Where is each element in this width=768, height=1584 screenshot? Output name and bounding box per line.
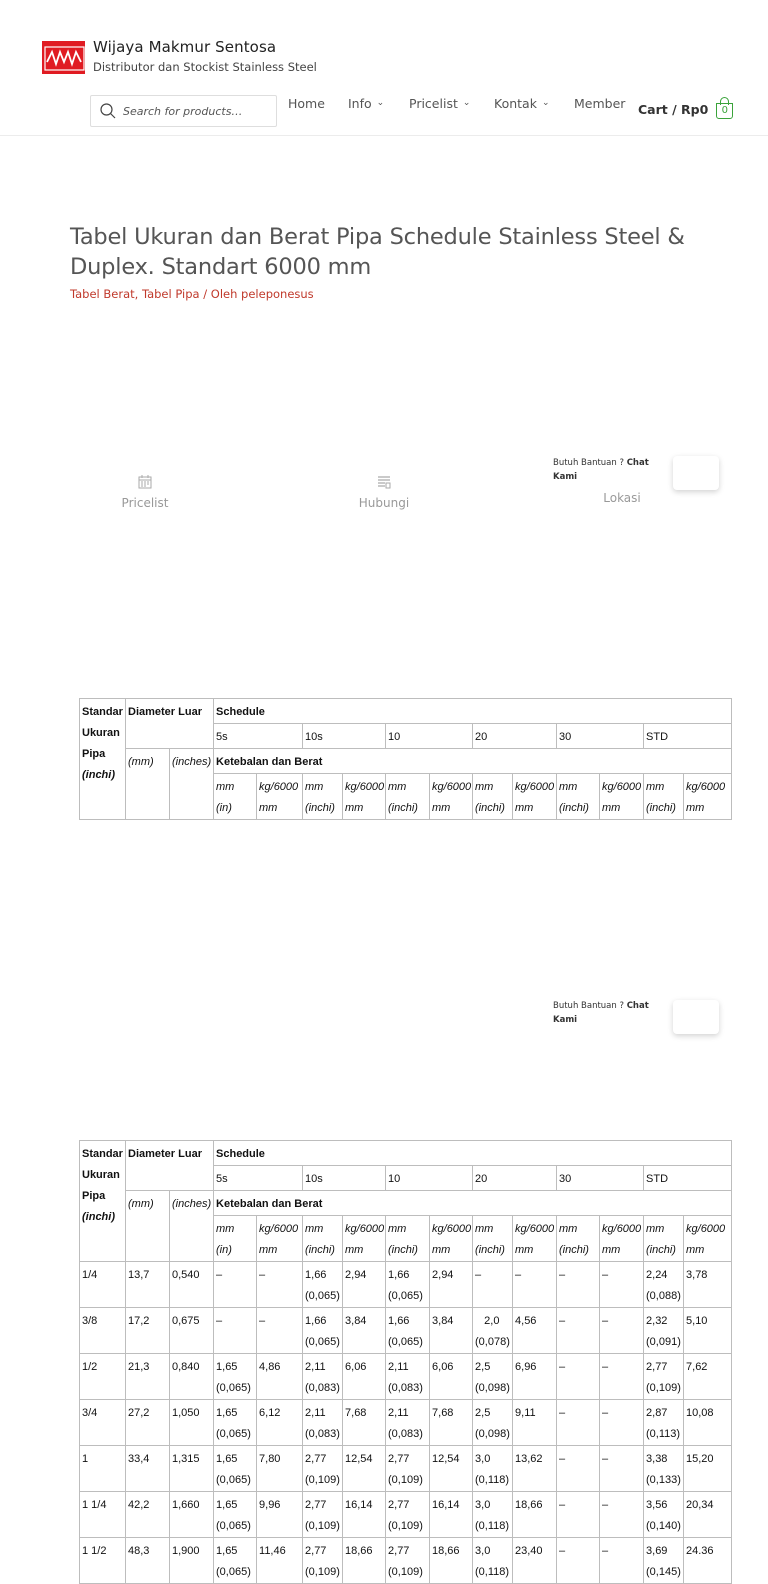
chevron-down-icon: ⌄ xyxy=(541,98,550,108)
header-schedule-10: 10 xyxy=(386,1166,473,1191)
header-schedule-5s: 5s xyxy=(214,1166,303,1191)
header-mm: (mm) xyxy=(126,749,170,820)
cell-value: 12,54 xyxy=(343,1446,386,1492)
header-inches: (inches) xyxy=(170,749,214,820)
cell-value: – xyxy=(557,1262,600,1308)
cell-value: 1,65 (0,065) xyxy=(214,1538,257,1584)
category-link[interactable]: Tabel Pipa xyxy=(141,287,200,301)
site-title[interactable]: Wijaya Makmur Sentosa xyxy=(93,38,277,56)
cell-od-inches: 1,315 xyxy=(170,1446,214,1492)
bottom-bar-lokasi-label: Lokasi xyxy=(603,491,641,505)
cell-value: 1,66 (0,065) xyxy=(386,1308,430,1354)
header-schedule-30: 30 xyxy=(557,1166,644,1191)
cell-value: 18,66 xyxy=(343,1538,386,1584)
meta-separator: / xyxy=(203,287,208,301)
table-row xyxy=(80,1262,732,1308)
nav-member[interactable] xyxy=(574,96,625,111)
bottom-bar-pricelist-label: Pricelist xyxy=(121,496,169,510)
cell-value: 3,84 xyxy=(430,1308,473,1354)
table-row xyxy=(80,1492,732,1538)
nav-member-label: Member xyxy=(574,95,626,111)
cell-value: 12,54 xyxy=(430,1446,473,1492)
cell-value: – xyxy=(557,1354,600,1400)
cell-value: 16,14 xyxy=(343,1492,386,1538)
cell-value: 6,96 xyxy=(513,1354,557,1400)
nav-home-label: Home xyxy=(288,95,325,111)
cell-od-inches: 1,660 xyxy=(170,1492,214,1538)
cell-value: 1,65 (0,065) xyxy=(214,1492,257,1538)
cell-value: – xyxy=(600,1400,644,1446)
cell-value: 15,20 xyxy=(684,1446,732,1492)
cell-value: 2,87 (0,113) xyxy=(644,1400,684,1446)
cell-value: 2,5 (0,098) xyxy=(473,1400,513,1446)
header-unit: mm (inchi) xyxy=(473,1216,513,1262)
header-unit: kg/6000 mm xyxy=(513,774,557,820)
header-unit: mm (inchi) xyxy=(303,1216,343,1262)
header-schedule-std: STD xyxy=(644,724,732,749)
header-unit: kg/6000 mm xyxy=(343,774,386,820)
table-row xyxy=(80,1538,732,1584)
cell-od-mm: 13,7 xyxy=(126,1262,170,1308)
header-unit: kg/6000 mm xyxy=(684,1216,732,1262)
header-unit: mm (inchi) xyxy=(644,1216,684,1262)
cell-value: 5,10 xyxy=(684,1308,732,1354)
header-unit: kg/6000 mm xyxy=(430,1216,473,1262)
floating-bottom-bar xyxy=(0,468,768,528)
header-unit: mm (inchi) xyxy=(557,1216,600,1262)
cell-value: 1,66 (0,065) xyxy=(386,1262,430,1308)
cell-value: 1,66 (0,065) xyxy=(303,1308,343,1354)
cell-value: – xyxy=(257,1262,303,1308)
cell-value: 2,77 (0,109) xyxy=(386,1446,430,1492)
cell-value: 6,06 xyxy=(343,1354,386,1400)
header-schedule-10s: 10s xyxy=(303,1166,386,1191)
table-header-row xyxy=(80,1141,732,1166)
cell-value: 1,66 (0,065) xyxy=(303,1262,343,1308)
cell-value: 2,24 (0,088) xyxy=(644,1262,684,1308)
search-input[interactable] xyxy=(123,105,273,118)
table-clip xyxy=(0,570,768,1578)
header-thickness-weight: Ketebalan dan Berat xyxy=(214,749,732,774)
post-title: Tabel Ukuran dan Berat Pipa Schedule Stainless Steel & Duplex. Standart 6000 mm xyxy=(70,224,685,280)
cell-value: 2,0 (0,078) xyxy=(473,1308,513,1354)
cell-size: 3/8 xyxy=(80,1308,126,1354)
chat-help-text[interactable]: Butuh Bantuan ? Chat Kami xyxy=(553,458,649,482)
cell-value: 24.36 xyxy=(684,1538,732,1584)
header-unit: kg/6000 mm xyxy=(257,1216,303,1262)
cell-value: 2,77 (0,109) xyxy=(303,1492,343,1538)
header-unit: mm (inchi) xyxy=(473,774,513,820)
nav-kontak-label: Kontak xyxy=(494,95,537,111)
header-schedule-20: 20 xyxy=(473,724,557,749)
logo-wave-icon xyxy=(43,42,86,75)
nav-home[interactable] xyxy=(288,96,325,111)
cell-value: – xyxy=(557,1538,600,1584)
cell-value: 18,66 xyxy=(513,1492,557,1538)
cart-count: 0 xyxy=(716,103,733,119)
cart-label: Cart / Rp0 xyxy=(638,101,709,117)
cell-value: 7,62 xyxy=(684,1354,732,1400)
cell-value: – xyxy=(600,1538,644,1584)
header-unit: kg/6000 mm xyxy=(600,1216,644,1262)
cell-od-mm: 27,2 xyxy=(126,1400,170,1446)
cell-size: 1 xyxy=(80,1446,126,1492)
header-inches: (inches) xyxy=(170,1191,214,1262)
cell-value: – xyxy=(600,1446,644,1492)
cell-value: 3,78 xyxy=(684,1262,732,1308)
header-unit: mm (inchi) xyxy=(644,774,684,820)
header-schedule-30: 30 xyxy=(557,724,644,749)
cell-value: – xyxy=(600,1354,644,1400)
header-schedule-20: 20 xyxy=(473,1166,557,1191)
cell-value: 4,86 xyxy=(257,1354,303,1400)
cell-value: – xyxy=(257,1308,303,1354)
cell-value: 7,68 xyxy=(343,1400,386,1446)
cart-link[interactable] xyxy=(638,97,735,121)
header-diameter: Diameter Luar xyxy=(126,1141,214,1191)
header-schedule-5s: 5s xyxy=(214,724,303,749)
cell-size: 1 1/2 xyxy=(80,1538,126,1584)
header-unit: kg/6000 mm xyxy=(343,1216,386,1262)
header-diameter: Diameter Luar xyxy=(126,699,214,749)
cell-value: 3,0 (0,118) xyxy=(473,1492,513,1538)
cell-value: 7,80 xyxy=(257,1446,303,1492)
header-standard: Standar Ukuran Pipa (inchi) xyxy=(80,699,126,820)
cell-od-inches: 0,840 xyxy=(170,1354,214,1400)
cell-value: – xyxy=(557,1308,600,1354)
cell-size: 3/4 xyxy=(80,1400,126,1446)
bottom-bar-hubungi[interactable] xyxy=(349,474,419,510)
brand[interactable] xyxy=(42,38,317,74)
cell-value: 2,94 xyxy=(430,1262,473,1308)
author-link[interactable]: Oleh peleponesus xyxy=(210,287,314,301)
cell-od-inches: 0,675 xyxy=(170,1308,214,1354)
header-unit: mm (inchi) xyxy=(386,1216,430,1262)
header-schedule: Schedule xyxy=(214,699,732,724)
cell-value: 3,56 (0,140) xyxy=(644,1492,684,1538)
cell-value: 11,46 xyxy=(257,1538,303,1584)
table-row xyxy=(80,1400,732,1446)
table-row xyxy=(80,1308,732,1354)
category-link[interactable]: Tabel Berat xyxy=(70,287,135,301)
cell-value: 20,34 xyxy=(684,1492,732,1538)
site-logo[interactable] xyxy=(42,41,85,74)
header-schedule-10s: 10s xyxy=(303,724,386,749)
bottom-bar-lokasi[interactable] xyxy=(587,491,657,505)
cell-value: – xyxy=(557,1400,600,1446)
table-row xyxy=(80,1354,732,1400)
chat-button[interactable] xyxy=(673,456,719,490)
cell-size: 1 1/4 xyxy=(80,1492,126,1538)
header-mm: (mm) xyxy=(126,1191,170,1262)
cell-value: 3,84 xyxy=(343,1308,386,1354)
cell-value: 1,65 (0,065) xyxy=(214,1446,257,1492)
cell-value: – xyxy=(214,1262,257,1308)
bottom-bar-pricelist[interactable] xyxy=(110,474,180,510)
header-unit: kg/6000 mm xyxy=(600,774,644,820)
nav-kontak[interactable] xyxy=(494,96,550,111)
cell-value: 2,11 (0,083) xyxy=(386,1354,430,1400)
cell-size: 1/2 xyxy=(80,1354,126,1400)
cell-value: 2,77 (0,109) xyxy=(386,1538,430,1584)
cell-value: 3,69 (0,145) xyxy=(644,1538,684,1584)
chevron-down-icon: ⌄ xyxy=(462,98,471,108)
cell-od-inches: 0,540 xyxy=(170,1262,214,1308)
nav-pricelist-label: Pricelist xyxy=(409,95,458,111)
cell-value: 9,96 xyxy=(257,1492,303,1538)
cell-od-mm: 17,2 xyxy=(126,1308,170,1354)
cell-value: 9,11 xyxy=(513,1400,557,1446)
cell-od-mm: 48,3 xyxy=(126,1538,170,1584)
nav-pricelist[interactable] xyxy=(409,96,470,111)
cell-value: 1,65 (0,065) xyxy=(214,1400,257,1446)
header-schedule-std: STD xyxy=(644,1166,732,1191)
cell-value: 2,32 (0,091) xyxy=(644,1308,684,1354)
calendar-icon xyxy=(137,474,153,490)
cell-value: 6,12 xyxy=(257,1400,303,1446)
cell-value: 2,77 (0,109) xyxy=(303,1446,343,1492)
pipe-schedule-table xyxy=(79,1140,732,1584)
cell-value: 2,11 (0,083) xyxy=(303,1354,343,1400)
cart-bag-icon[interactable] xyxy=(714,97,735,121)
cell-value: 2,94 xyxy=(343,1262,386,1308)
cell-od-inches: 1,050 xyxy=(170,1400,214,1446)
chat-button-bottom[interactable] xyxy=(673,1000,719,1034)
cell-value: 10,08 xyxy=(684,1400,732,1446)
contact-list-icon xyxy=(376,474,392,490)
cell-value: – xyxy=(600,1262,644,1308)
nav-info[interactable] xyxy=(348,96,384,111)
cell-value: 3,0 (0,118) xyxy=(473,1538,513,1584)
chevron-down-icon: ⌄ xyxy=(376,98,385,108)
cell-od-mm: 33,4 xyxy=(126,1446,170,1492)
cell-value: 2,11 (0,083) xyxy=(386,1400,430,1446)
cell-od-mm: 42,2 xyxy=(126,1492,170,1538)
header-unit: mm (inchi) xyxy=(557,774,600,820)
cell-value: – xyxy=(214,1308,257,1354)
cell-value: 23,40 xyxy=(513,1538,557,1584)
cell-value: 2,5 (0,098) xyxy=(473,1354,513,1400)
site-description: Distributor dan Stockist Stainless Steel xyxy=(93,60,317,74)
chat-help-text-bottom[interactable]: Butuh Bantuan ? Chat Kami xyxy=(553,1001,649,1025)
header-unit: mm (in) xyxy=(214,774,257,820)
header-unit: kg/6000 mm xyxy=(684,774,732,820)
cell-od-inches: 1,900 xyxy=(170,1538,214,1584)
cell-value: – xyxy=(557,1492,600,1538)
cell-value: 3,38 (0,133) xyxy=(644,1446,684,1492)
cell-value: 2,77 (0,109) xyxy=(303,1538,343,1584)
header-unit: mm (inchi) xyxy=(303,774,343,820)
cell-value: 2,77 (0,109) xyxy=(386,1492,430,1538)
header-unit: kg/6000 mm xyxy=(430,774,473,820)
cell-value: 13,62 xyxy=(513,1446,557,1492)
site-header xyxy=(0,0,768,136)
cell-size: 1/4 xyxy=(80,1262,126,1308)
cell-od-mm: 21,3 xyxy=(126,1354,170,1400)
nav-info-label: Info xyxy=(348,95,372,111)
cell-value: – xyxy=(473,1262,513,1308)
bottom-bar-hubungi-label: Hubungi xyxy=(358,496,410,510)
header-unit: mm (in) xyxy=(214,1216,257,1262)
cell-value: 3,0 (0,118) xyxy=(473,1446,513,1492)
cell-value: 2,77 (0,109) xyxy=(644,1354,684,1400)
search-icon[interactable] xyxy=(99,102,117,120)
header-thickness-weight: Ketebalan dan Berat xyxy=(214,1191,732,1216)
post-meta: Tabel Berat, Tabel Pipa / Oleh peleponesus xyxy=(70,287,314,301)
cell-value: 4,56 xyxy=(513,1308,557,1354)
search-box[interactable] xyxy=(90,95,277,127)
table-header-row xyxy=(80,1191,732,1216)
cell-value: – xyxy=(600,1308,644,1354)
header-unit: kg/6000 mm xyxy=(513,1216,557,1262)
cell-value: 2,11 (0,083) xyxy=(303,1400,343,1446)
header-unit: kg/6000 mm xyxy=(257,774,303,820)
cell-value: 1,65 (0,065) xyxy=(214,1354,257,1400)
table-row xyxy=(80,1446,732,1492)
cell-value: – xyxy=(600,1492,644,1538)
cell-value: 16,14 xyxy=(430,1492,473,1538)
cell-value: – xyxy=(557,1446,600,1492)
cell-value: – xyxy=(513,1262,557,1308)
header-standard: Standar Ukuran Pipa (inchi) xyxy=(80,1141,126,1262)
cell-value: 6,06 xyxy=(430,1354,473,1400)
cell-value: 18,66 xyxy=(430,1538,473,1584)
cell-value: 7,68 xyxy=(430,1400,473,1446)
header-schedule-10: 10 xyxy=(386,724,473,749)
header-unit: mm (inchi) xyxy=(386,774,430,820)
header-schedule: Schedule xyxy=(214,1141,732,1166)
